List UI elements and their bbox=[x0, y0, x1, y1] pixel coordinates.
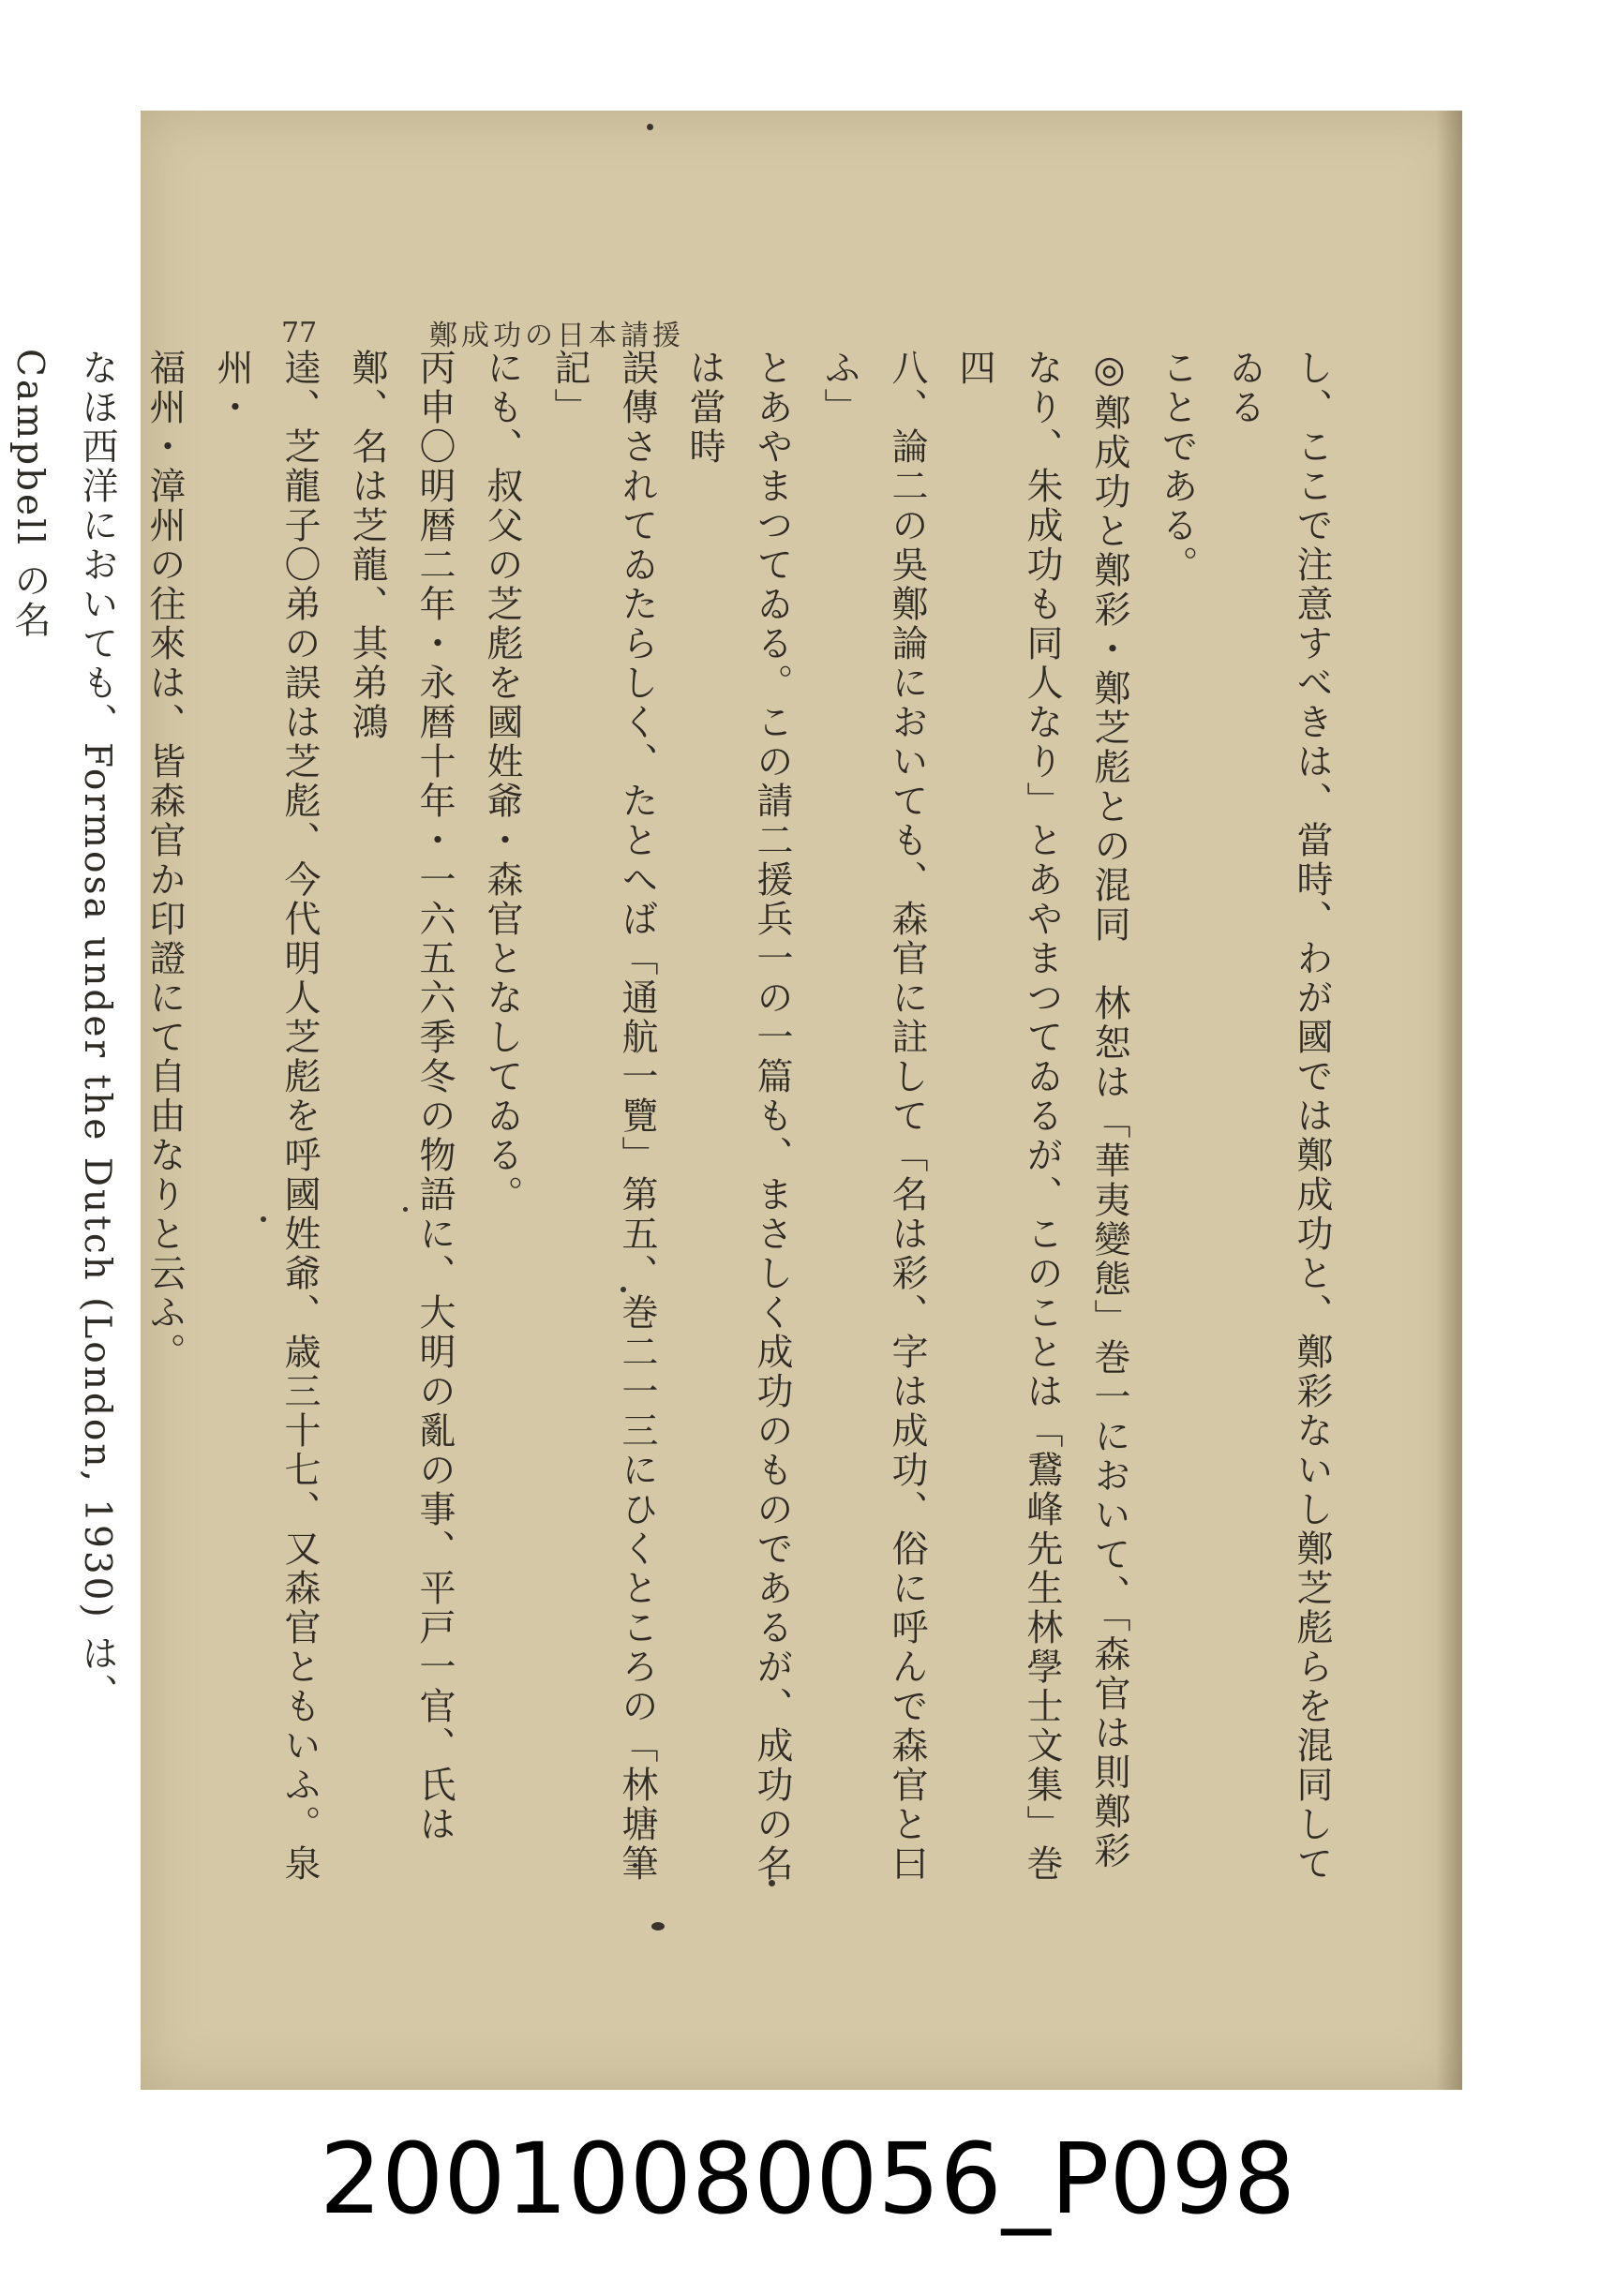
text-line: ◎鄭成功と鄭彩・鄭芝彪との混同 林恕は「華夷變態」巻一において、「森官は則鄭彩 bbox=[1088, 349, 1130, 1871]
body-text bbox=[8, 349, 1345, 1886]
text-line: 八、論二の吳鄭論においても、森官に註して「名は彩、字は成功、俗に呼んで森官と曰ふ」 bbox=[818, 349, 928, 1884]
paper-speck bbox=[647, 124, 653, 130]
text-line: 福州・漳州の往來は、皆森官か印證にて自由なりと云ふ。 bbox=[143, 349, 186, 1372]
running-head-title: 鄭成功の日本請援 bbox=[429, 320, 684, 352]
text-line: 逵、芝龍子〇弟の誤は芝彪、今代明人芝彪を呼國姓爺、歳三十七、又森官ともいふ。泉州・ bbox=[211, 349, 321, 1884]
text-line: にも、叔父の芝彪を國姓爺・森官となしてゐる。 bbox=[481, 349, 523, 1215]
text-line: 誤傳されてゐたらしく、たとへば「通航一覽」第五、巻二一三にひくところの「林塘筆記」 bbox=[548, 349, 658, 1884]
paper-speck bbox=[651, 1922, 665, 1931]
text-line: 丙申〇明暦二年・永暦十年・一六五六季冬の物語に、大明の亂の事、平戸一官、氏は鄭、名は芝龍、其弟鴻 bbox=[346, 349, 456, 1844]
page-number: 77 bbox=[281, 316, 318, 350]
text-line: ことである。 bbox=[1156, 349, 1198, 585]
image-id-caption: 20010080056_P098 bbox=[319, 2122, 1296, 2236]
text-line: し、ここで注意すべきは、當時、わが國では鄭成功と、鄭彩ないし鄭芝彪らを混同してゐる bbox=[1223, 349, 1333, 1884]
text-line: なほ西洋においても、Formosa under the Dutch (London, 1930) は、Campbell の名 bbox=[8, 349, 118, 1714]
text-line: なり、朱成功も同人なり」とあやまつてゐるが、このことは「鵞峰先生林學士文集」巻四 bbox=[953, 349, 1063, 1884]
page-edge-shadow bbox=[1436, 111, 1462, 2090]
text-line: とあやまつてゐる。この請二援兵一の一篇も、まさしく成功のものであるが、成功の名は當時 bbox=[683, 349, 793, 1884]
